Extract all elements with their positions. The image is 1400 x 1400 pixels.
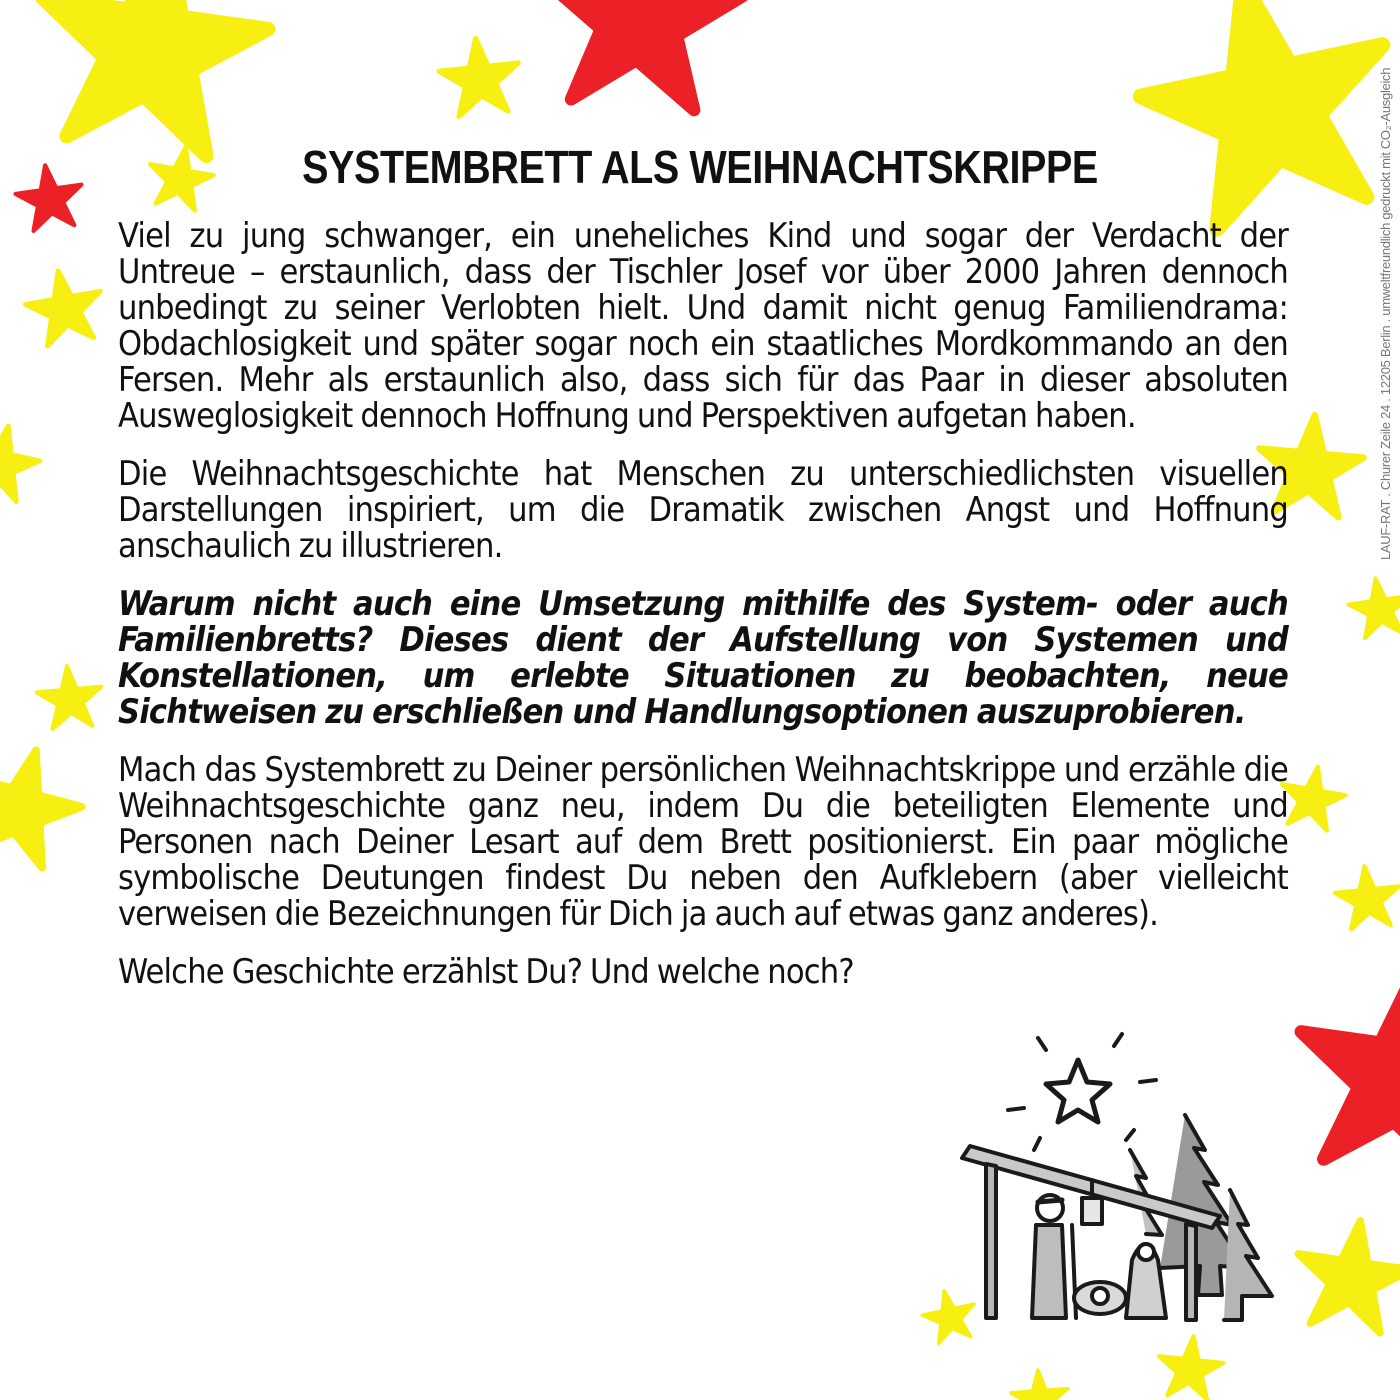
nativity-scene-drawing bbox=[950, 1020, 1290, 1350]
stable-post bbox=[986, 1164, 996, 1318]
imprint-note: LAUF-RAT . Churer Zeile 24 . 12205 Berlin . umweltfreundlich gedruckt mit CO₂-Ausgleich bbox=[1378, 67, 1393, 560]
paragraph-instructions: Mach das Systembrett zu Deiner persönlichen Weihnachtskrippe und erzähle die Weihnachtsgeschichte ganz neu, indem Du die beteiligten Elemente und Personen nach Deiner Lesart auf dem Brett positionierst. Ein paar mögliche symbolische Deutungen findest Du neben den Aufklebern (aber vielleicht verweisen die Bezeichnungen für Dich ja auch auf etwas ganz anderes). bbox=[118, 750, 1288, 934]
star-icon bbox=[0, 735, 93, 874]
star-icon bbox=[21, 264, 108, 348]
star-icon bbox=[1289, 1213, 1400, 1336]
star-icon bbox=[35, 663, 105, 730]
star-icon bbox=[23, 0, 279, 162]
star-of-bethlehem-icon bbox=[1046, 1060, 1110, 1122]
page-title: SYSTEMBRETT ALS WEIHNACHTSKRIPPE bbox=[302, 141, 1098, 193]
star-icon bbox=[12, 161, 87, 233]
star-icon bbox=[1345, 574, 1400, 640]
paragraph-emphasis: Warum nicht auch eine Umsetzung mithilfe des System- oder auch Familienbretts? Dieses dient der Aufstellung von Systemen und Konstellationen, um erlebte Situationen zu beobachten, neue Sichtweisen zu erschließen und Handlungsoptionen auszuprobieren. bbox=[118, 584, 1288, 732]
star-icon bbox=[1122, 0, 1400, 239]
star-icon bbox=[1284, 957, 1400, 1183]
paragraph-question: Welche Geschichte erzählst Du? Und welche noch? bbox=[118, 952, 854, 992]
star-icon bbox=[0, 418, 46, 505]
stable-post bbox=[1186, 1224, 1196, 1320]
paragraph-history: Die Weihnachtsgeschichte hat Menschen zu unterschiedlichsten visuellen Darstellungen inspiriert, um die Dramatik zwischen Angst und Hoffnung anschaulich zu illustrieren. bbox=[118, 454, 1288, 566]
star-icon bbox=[533, 0, 749, 113]
lantern-icon bbox=[1082, 1198, 1102, 1224]
star-icon bbox=[1332, 863, 1400, 931]
tree-icon bbox=[1224, 1190, 1272, 1320]
star-icon bbox=[1009, 1368, 1070, 1400]
paragraph-intro: Viel zu jung schwanger, ein uneheliches Kind und sogar der Verdacht der Untreue – erstaunlich, dass der Tischler Josef vor über 2000 Jahren dennoch unbedingt zu seiner Verlobten hielt. Und damit nicht genug Familiendrama: Obdachlosigkeit und später sogar noch ein staatliches Mordkommando an den Fersen. Mehr als erstaunlich also, dass sich für das Paar in dieser absoluten Ausweglosigkeit dennoch Hoffnung und Perspektiven aufgetan haben. bbox=[118, 216, 1288, 436]
body-text bbox=[118, 218, 1288, 1012]
star-icon bbox=[436, 34, 523, 118]
